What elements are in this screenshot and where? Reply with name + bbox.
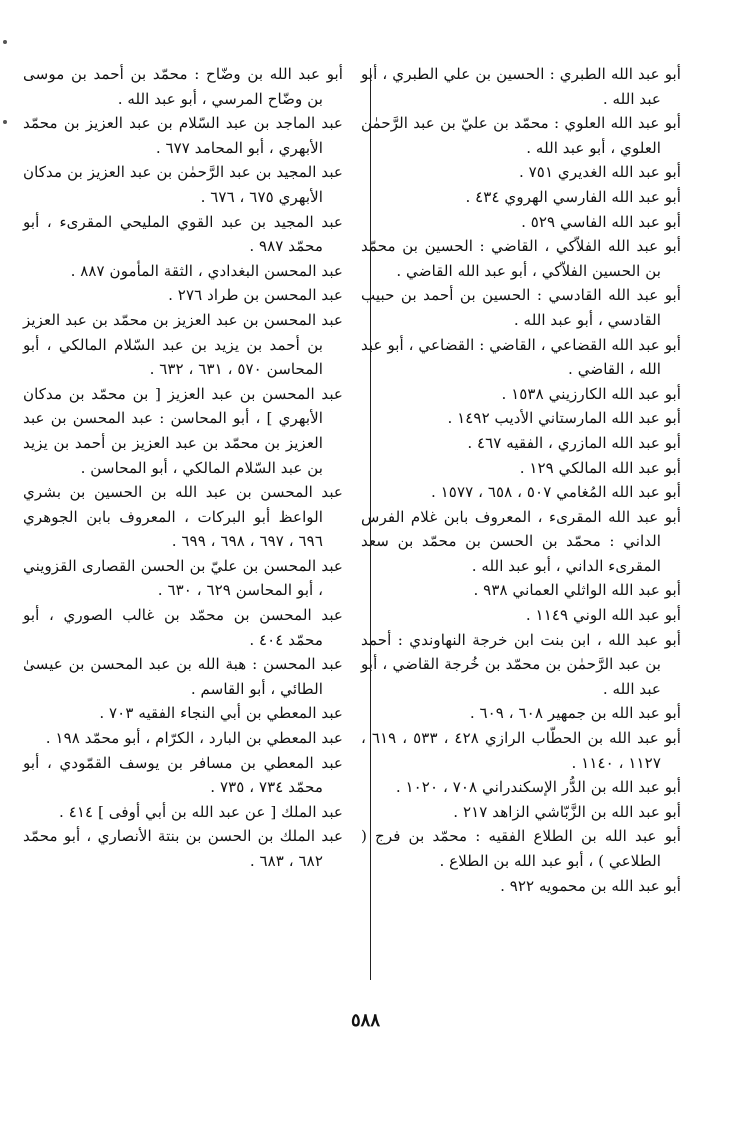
- index-entry: أبو عبد الله المازري ، الفقيه ٤٦٧ .: [467, 433, 681, 452]
- index-column-right: [361, 62, 681, 898]
- index-entry: أبو عبد الله بن الدُّر الإسكندراني ٧٠٨ ، ١٠٢٠ .: [395, 778, 681, 797]
- index-entry: أبو عبد الله المقرىء ، المعروف بابن غلام الفرس الداني : محمّد بن الحسن بن محمّد بن سعد المقرىء الداني ، أبو عبد الله .: [361, 507, 681, 575]
- index-entry: أبو عبد الله بن وضّاح : محمّد بن أحمد بن موسى بن وضّاح المرسي ، أبو عبد الله .: [23, 65, 343, 108]
- index-entry: أبو عبد الله القادسي : الحسين بن أحمد بن حبيب القادسي ، أبو عبد الله .: [361, 286, 681, 329]
- index-entry: أبو عبد الله الكارزيني ١٥٣٨ .: [501, 384, 681, 403]
- index-entry: أبو عبد الله بن الزَّبّاشي الزاهد ٢١٧ .: [453, 802, 681, 821]
- index-entry: أبو عبد الله الفاسي ٥٢٩ .: [521, 212, 681, 231]
- index-entry: عبد المحسن بن عليّ بن الحسن القصارى القزويني ، أبو المحاسن ٦٢٩ ، ٦٣٠ .: [23, 556, 343, 600]
- index-entry: عبد المحسن بن عبد العزيز بن محمّد بن عبد العزيز بن أحمد بن يزيد بن عبد السّلام المالكي ، أبو المحاسن ٥٧٠ ، ٦٣١ ، ٦٣٢ .: [23, 310, 343, 379]
- column-divider: [370, 68, 371, 980]
- index-entry: عبد المعطي بن أبي النجاء الفقيه ٧٠٣ .: [99, 704, 343, 723]
- index-entry: أبو عبد الله القضاعي ، القاضي : القضاعي ، أبو عبد الله ، القاضي .: [361, 335, 681, 379]
- index-entry: أبو عبد الله المالكي ١٢٩ .: [519, 458, 681, 477]
- index-entry: أبو عبد الله ، ابن بنت ابن خرجة النهاوندي : أحمد بن عبد الرَّحمٰن بن محمّد بن خُرجة القاضي ، أبو عبد الله .: [361, 630, 681, 698]
- index-entry: عبد المحسن بن محمّد بن غالب الصوري ، أبو محمّد ٤٠٤ .: [23, 606, 343, 649]
- index-entry: عبد المعطي بن مسافر بن يوسف القمّودي ، أبو محمّد ٧٣٤ ، ٧٣٥ .: [23, 753, 343, 797]
- index-entry: عبد المحسن بن عبد العزيز [ بن محمّد بن مدكان الأبهري ] ، أبو المحاسن : عبد المحسن بن عبد العزيز بن محمّد بن عبد العزيز بن أحمد بن يزيد بن عبد السّلام المالكي ، أبو المحاسن .: [23, 384, 343, 477]
- index-entry: عبد المحسن البغدادي ، الثقة المأمون ٨٨٧ .: [70, 261, 343, 280]
- index-entry: أبو عبد الله بن جمهير ٦٠٨ ، ٦٠٩ .: [469, 704, 681, 723]
- index-entry: عبد المجيد بن عبد القوي المليحي المقرىء ، أبو محمّد ٩٨٧ .: [23, 212, 343, 256]
- index-entry: عبد المحسن بن طراد ٢٧٦ .: [168, 286, 343, 305]
- index-entry: عبد الملك [ عن عبد الله بن أبي أوفى ] ٤١٤ .: [59, 802, 343, 821]
- index-entry: عبد المعطي بن البارد ، الكرّام ، أبو محمّد ١٩٨ .: [45, 729, 343, 748]
- edge-dot: [3, 120, 7, 124]
- index-entry: أبو عبد الله بن الحطّاب الرازي ٤٢٨ ، ٥٣٣ ، ٦١٩ ، ١١٢٧ ، ١١٤٠ .: [361, 729, 681, 772]
- index-entry: أبو عبد الله العلوي : محمّد بن عليّ بن عبد الرَّحمٰن العلوي ، أبو عبد الله .: [361, 114, 681, 157]
- index-entry: عبد الماجد بن عبد السّلام بن عبد العزيز بن محمّد الأبهري ، أبو المحامد ٦٧٧ .: [23, 114, 343, 157]
- edge-dot: [3, 40, 7, 44]
- index-entry: أبو عبد الله المُغامي ٥٠٧ ، ٦٥٨ ، ١٥٧٧ .: [430, 483, 681, 502]
- index-entry: أبو عبد الله الفلاّكي ، القاضي : الحسين بن محمّد بن الحسين الفلاّكي ، أبو عبد الله القاضي .: [361, 237, 681, 280]
- index-entry: أبو عبد الله بن محمويه ٩٢٢ .: [500, 876, 681, 895]
- index-entry: أبو عبد الله الوني ١١٤٩ .: [525, 606, 681, 625]
- index-entry: عبد الملك بن الحسن بن بنتة الأنصاري ، أبو محمّد ٦٨٢ ، ٦٨٣ .: [23, 827, 343, 870]
- index-entry: أبو عبد الله المارستاني الأديب ١٤٩٢ .: [447, 409, 681, 428]
- index-entry: أبو عبد الله الغديري ٧٥١ .: [518, 163, 681, 182]
- index-entry: أبو عبد الله الطبري : الحسين بن علي الطبري ، أبو عبد الله .: [361, 65, 681, 108]
- index-entry: أبو عبد الله الواثلي العماني ٩٣٨ .: [473, 581, 681, 600]
- index-entry: أبو عبد الله بن الطلاع الفقيه : محمّد بن فرج ( الطلاعي ) ، أبو عبد الله بن الطلاع .: [361, 827, 681, 870]
- index-entry: أبو عبد الله الفارسي الهروي ٤٣٤ .: [465, 187, 681, 206]
- index-entry: عبد المحسن بن عبد الله بن الحسين بن بشري الواعظ أبو البركات ، المعروف بابن الجوهري ٦٩٦ ، ٦٩٧ ، ٦٩٨ ، ٦٩٩ .: [23, 483, 343, 551]
- index-column-left: [23, 62, 343, 874]
- page-number: ٥٨٨: [350, 1010, 380, 1031]
- index-entry: عبد المجيد بن عبد الرَّحمٰن بن عبد العزيز بن مدكان الأبهري ٦٧٥ ، ٦٧٦ .: [23, 163, 343, 206]
- index-entry: عبد المحسن : هبة الله بن عبد المحسن بن عيسىٰ الطائي ، أبو القاسم .: [23, 655, 343, 698]
